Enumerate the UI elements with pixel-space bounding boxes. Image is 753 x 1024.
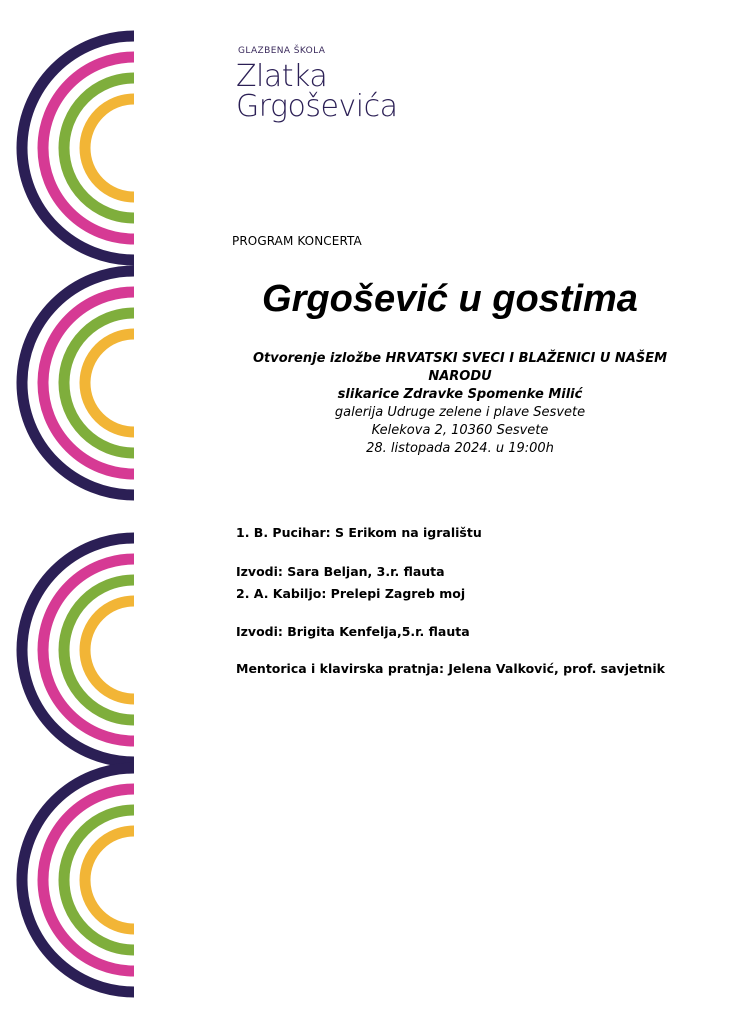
logo-school-type: GLAZBENA ŠKOLA xyxy=(238,46,326,56)
decorative-arcs xyxy=(0,0,140,1024)
deco-group-4-upper-arc-1 xyxy=(22,768,134,880)
performer-1: Izvodi: Sara Beljan, 3.r. flauta xyxy=(236,564,445,579)
painter-line: slikarice Zdravke Spomenke Milić xyxy=(337,387,583,402)
deco-group-2-lower-arc-4 xyxy=(85,383,134,432)
address: Kelekova 2, 10360 Sesvete xyxy=(371,423,549,438)
deco-group-2-upper-arc-4 xyxy=(85,334,134,383)
program-label: PROGRAM KONCERTA xyxy=(232,234,362,248)
deco-group-3-upper-arc-1 xyxy=(22,538,134,650)
deco-group-1-lower-arc-4 xyxy=(85,148,134,197)
logo-name-line1: Zlatka xyxy=(236,59,328,94)
event-info xyxy=(220,350,700,458)
deco-group-4-upper-arc-4 xyxy=(85,831,134,880)
venue: galerija Udruge zelene i plave Sesvete xyxy=(334,405,586,420)
deco-group-4-lower-arc-4 xyxy=(85,880,134,929)
deco-group-2-lower-arc-1 xyxy=(22,383,134,495)
exhibition-title: Otvorenje izložbe HRVATSKI SVECI I BLAŽENICI U NAŠEM NARODU xyxy=(252,351,668,384)
mentor-line: Mentorica i klavirska pratnja: Jelena Valković, prof. savjetnik xyxy=(236,661,665,676)
deco-group-2-upper-arc-1 xyxy=(22,271,134,383)
deco-group-1-lower-arc-1 xyxy=(22,148,134,260)
program-item-1: 1. B. Pucihar: S Erikom na igralištu xyxy=(236,525,482,540)
deco-group-3-upper-arc-4 xyxy=(85,601,134,650)
program-item-2: 2. A. Kabiljo: Prelepi Zagreb moj xyxy=(236,586,466,601)
school-logo xyxy=(236,46,397,122)
performer-2: Izvodi: Brigita Kenfelja,5.r. flauta xyxy=(236,624,470,639)
deco-group-3-lower-arc-4 xyxy=(85,650,134,699)
date-time: 28. listopada 2024. u 19:00h xyxy=(366,441,554,456)
deco-group-1-upper-arc-4 xyxy=(85,99,134,148)
deco-group-1-upper-arc-1 xyxy=(22,36,134,148)
deco-group-4-lower-arc-1 xyxy=(22,880,134,992)
logo-name-line2: Grgoševića xyxy=(236,89,398,124)
concert-title: Grgošević u gostima xyxy=(262,278,638,320)
deco-group-3-lower-arc-1 xyxy=(22,650,134,762)
